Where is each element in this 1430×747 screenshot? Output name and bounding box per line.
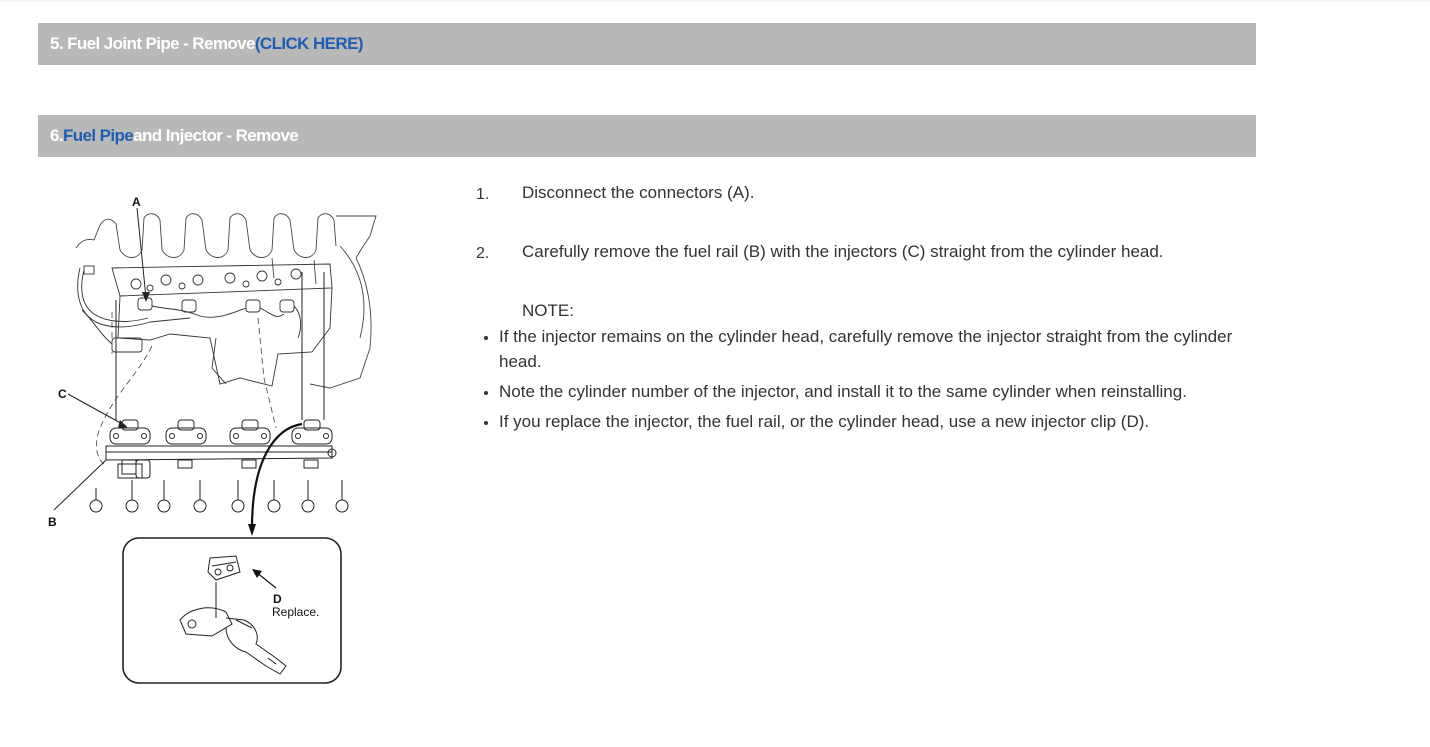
step-1 <box>476 180 1246 205</box>
replace-label: Replace. <box>272 605 320 619</box>
top-divider <box>0 0 1430 2</box>
step-2-text: Carefully remove the fuel rail (B) with the injectors (C) straight from the cylinder head. <box>522 242 1164 261</box>
fuel-rail-injector-diagram <box>40 188 392 693</box>
section-header-fuel-pipe-injector <box>38 115 1256 157</box>
note-label: NOTE: <box>522 301 574 320</box>
fuel-rail-drawing <box>106 420 336 478</box>
note-item: • Note the cylinder number of the injector, and install it to the same cylinder when reinstalling. <box>499 379 1249 404</box>
step-1-number: 1. <box>476 186 490 203</box>
injector-clip-drawing <box>180 556 286 674</box>
note-item: • If you replace the injector, the fuel rail, or the cylinder head, use a new injector clip (D). <box>499 409 1249 434</box>
note-item: • If the injector remains on the cylinder head, carefully remove the injector straight from the cylinder head. <box>499 324 1249 374</box>
label-d: D <box>273 592 282 606</box>
fuel-pipe-link[interactable]: Fuel Pipe <box>62 126 134 145</box>
note-list <box>476 324 1249 439</box>
section-6-number: 6. <box>50 126 63 145</box>
section-6-title: and Injector - Remove <box>133 126 299 145</box>
bolts-drawing <box>90 480 348 512</box>
label-b: B <box>48 515 57 529</box>
step-2-number: 2. <box>476 245 490 262</box>
step-1-text: Disconnect the connectors (A). <box>522 183 755 202</box>
label-a: A <box>132 195 141 209</box>
section-header-fuel-joint-pipe <box>38 23 1256 65</box>
label-c: C <box>58 387 67 401</box>
section-5-title: 5. Fuel Joint Pipe - Remove <box>50 34 255 53</box>
click-here-link[interactable]: (CLICK HERE) <box>254 34 363 53</box>
step-2 <box>476 239 1246 264</box>
